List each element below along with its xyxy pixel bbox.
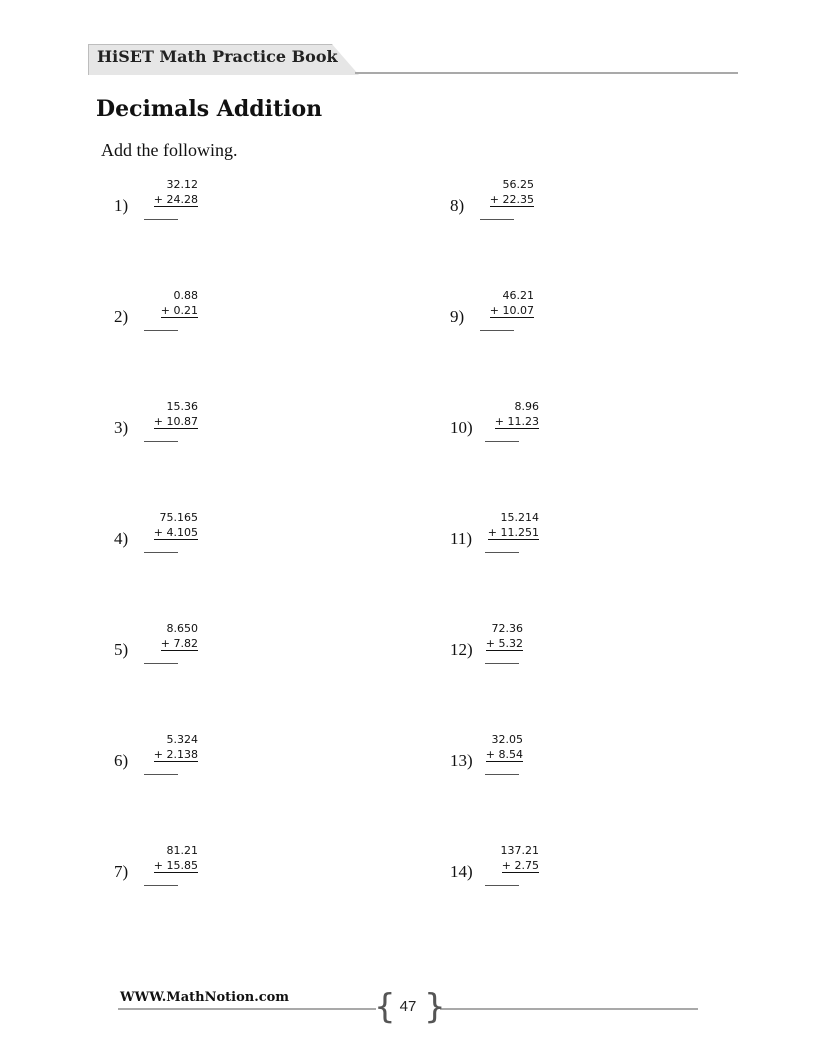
answer-line	[144, 219, 178, 220]
answer-line	[485, 663, 519, 664]
problem-number: 3)	[114, 418, 129, 437]
problem-number: 1)	[114, 196, 129, 215]
problem-number: 2)	[114, 307, 129, 326]
problem-14	[450, 844, 580, 894]
answer-line	[480, 330, 514, 331]
page-number: 47	[399, 998, 417, 1015]
problem-7	[114, 844, 244, 894]
problem-3	[114, 400, 244, 450]
problem-11	[450, 511, 580, 561]
book-title: HiSET Math Practice Book	[97, 47, 338, 66]
problem-number: 4)	[114, 529, 129, 548]
addend-bottom: + 11.23	[494, 415, 539, 428]
instructions: Add the following.	[101, 140, 238, 160]
footer-website: WWW.MathNotion.com	[120, 990, 290, 1005]
addend-top: 137.21	[500, 844, 539, 857]
addend-top: 32.05	[491, 733, 523, 746]
problem-13	[450, 733, 580, 783]
answer-line	[480, 219, 514, 220]
problem-8	[450, 178, 580, 228]
problem-9	[450, 289, 580, 339]
answer-line	[485, 885, 519, 886]
addend-top: 0.88	[173, 289, 198, 302]
addend-top: 15.36	[166, 400, 198, 413]
problem-5	[114, 622, 244, 672]
answer-line	[485, 441, 519, 442]
addend-bottom: + 5.32	[485, 637, 523, 650]
problem-10	[450, 400, 580, 450]
addend-bottom: + 7.82	[160, 637, 198, 650]
addend-bottom: + 8.54	[485, 748, 523, 761]
addend-top: 56.25	[502, 178, 534, 191]
problem-12	[450, 622, 580, 672]
addend-bottom: + 15.85	[153, 859, 198, 872]
addend-bottom: + 2.75	[501, 859, 539, 872]
addend-top: 5.324	[166, 733, 198, 746]
footer-rule-left	[118, 1008, 376, 1010]
answer-line	[144, 885, 178, 886]
header-rule	[355, 72, 738, 74]
addend-bottom: + 10.07	[489, 304, 534, 317]
addend-top: 32.12	[166, 178, 198, 191]
addend-bottom: + 0.21	[160, 304, 198, 317]
addend-top: 75.165	[159, 511, 198, 524]
left-brace-icon: {	[374, 987, 396, 1027]
answer-line	[144, 663, 178, 664]
addend-top: 72.36	[491, 622, 523, 635]
addend-top: 81.21	[166, 844, 198, 857]
answer-line	[144, 774, 178, 775]
problem-2	[114, 289, 244, 339]
answer-line	[485, 774, 519, 775]
answer-line	[144, 552, 178, 553]
addend-bottom: + 4.105	[153, 526, 198, 539]
problem-number: 9)	[450, 307, 465, 326]
answer-line	[144, 441, 178, 442]
addend-top: 15.214	[500, 511, 539, 524]
problem-number: 5)	[114, 640, 129, 659]
addend-bottom: + 10.87	[153, 415, 198, 428]
addend-bottom: + 24.28	[153, 193, 198, 206]
problem-6	[114, 733, 244, 783]
addend-top: 46.21	[502, 289, 534, 302]
addend-bottom: + 11.251	[487, 526, 539, 539]
problem-number: 8)	[450, 196, 465, 215]
problem-number: 11)	[450, 529, 473, 548]
right-brace-icon: }	[424, 987, 446, 1027]
problem-number: 10)	[450, 418, 473, 437]
addend-top: 8.650	[166, 622, 198, 635]
problem-4	[114, 511, 244, 561]
problem-number: 13)	[450, 751, 473, 770]
page-title: Decimals Addition	[96, 96, 323, 122]
problem-number: 12)	[450, 640, 473, 659]
addend-top: 8.96	[514, 400, 539, 413]
answer-line	[144, 330, 178, 331]
addend-bottom: + 22.35	[489, 193, 534, 206]
addend-bottom: + 2.138	[153, 748, 198, 761]
problem-number: 7)	[114, 862, 129, 881]
problem-1	[114, 178, 244, 228]
footer-rule-right	[440, 1008, 698, 1010]
problem-number: 6)	[114, 751, 129, 770]
answer-line	[485, 552, 519, 553]
problem-number: 14)	[450, 862, 473, 881]
